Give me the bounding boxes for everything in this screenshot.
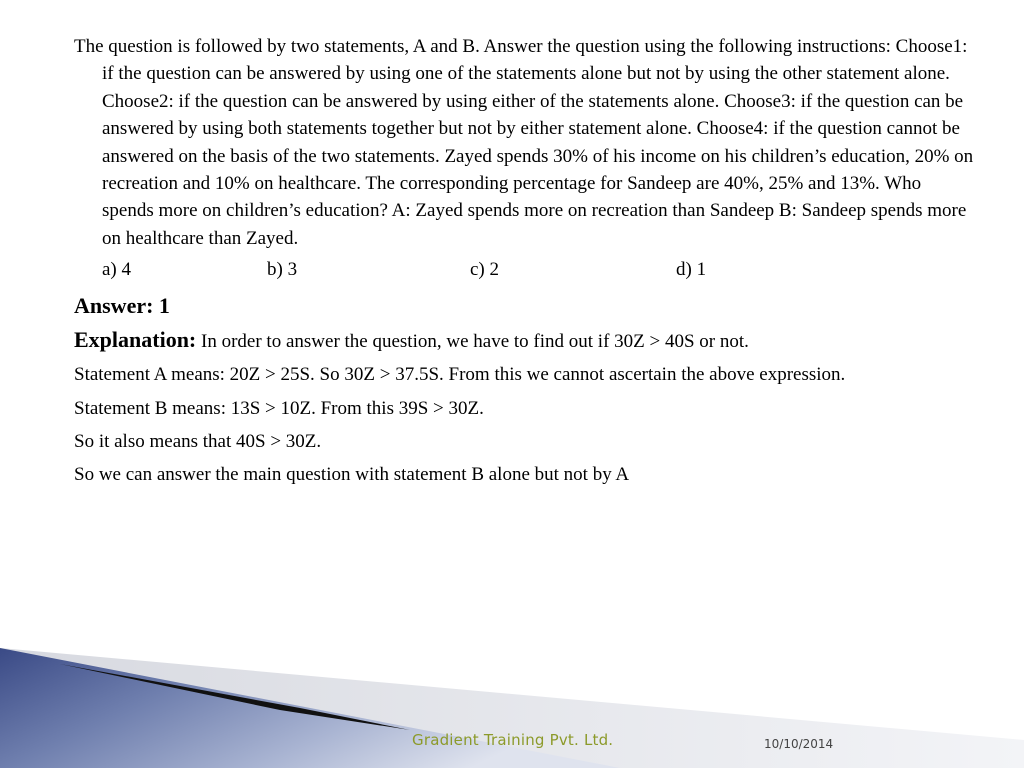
slide-content — [74, 33, 974, 495]
explanation-text: In order to answer the question, we have to find out if 30Z > 40S or not. — [196, 331, 749, 353]
company-name: Gradient Training Pvt. Ltd. — [412, 731, 614, 749]
question-text: The question is followed by two statements, A and B. Answer the question using the following instructions: Choose1: if the question can be answered by using one of the statements alone but not by using the other statement alone. Choose2: if the question can be answered by using either of the statements alone. Choose3: if the question can be answered by using both statements together but not by either statement alone. Choose4: if the question cannot be answered on the basis of the two statements. Zayed spends 30% of his income on his children’s education, 20% on recreation and 10% on healthcare. The corresponding percentage for Sandeep are 40%, 25% and 13%. Who spends more on children’s education? A: Zayed spends more on recreation than Sandeep B: Sandeep spends more on healthcare than Zayed. — [74, 36, 974, 249]
explanation-line — [74, 325, 974, 357]
option-b: b) 3 — [267, 259, 298, 281]
option-c: c) 2 — [470, 259, 500, 281]
answer-options — [102, 256, 974, 283]
step-statement-b: Statement B means: 13S > 10Z. From this 39S > 30Z. — [74, 397, 484, 419]
explanation-label: Explanation: — [74, 327, 197, 353]
step-conclusion: So it also means that 40S > 30Z. — [74, 431, 322, 453]
step-final: So we can answer the main question with statement B alone but not by A — [74, 464, 630, 486]
option-a: a) 4 — [102, 259, 132, 281]
slide-date: 10/10/2014 — [764, 737, 834, 751]
answer-heading: Answer: 1 — [74, 293, 170, 319]
option-d: d) 1 — [676, 259, 707, 281]
step-statement-a: Statement A means: 20Z > 25S. So 30Z > 37.5S. From this we cannot ascertain the above expression. — [74, 364, 846, 386]
